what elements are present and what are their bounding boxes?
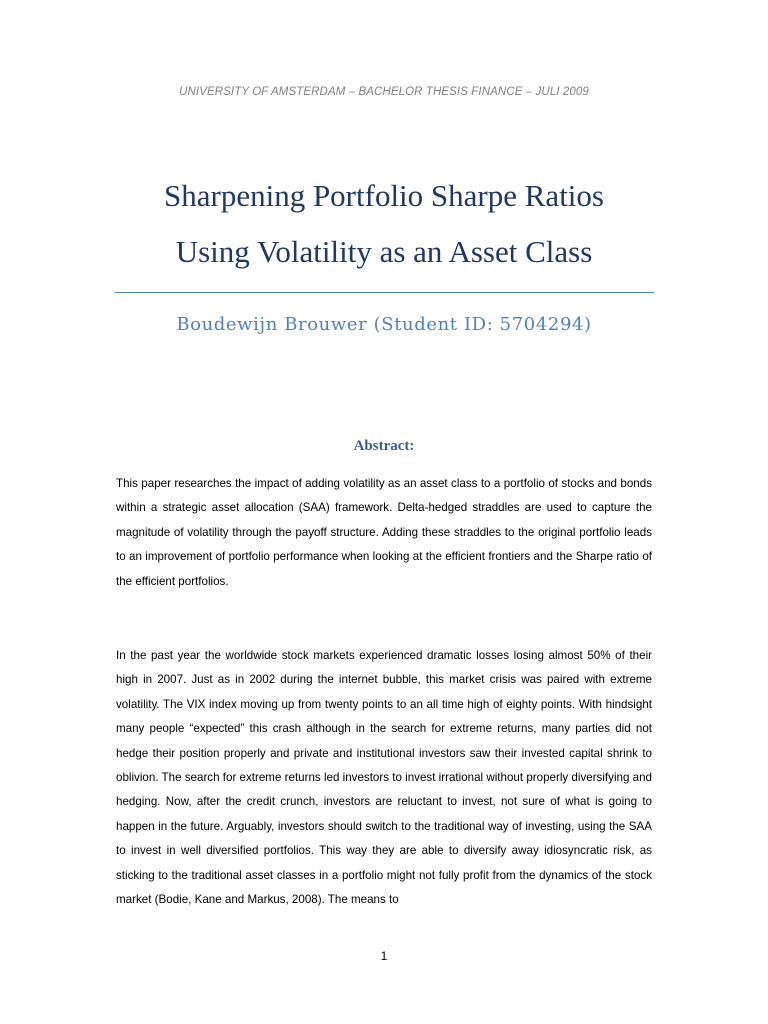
author-line: Boudewijn Brouwer (Student ID: 5704294) <box>176 314 592 335</box>
title-divider <box>115 292 654 293</box>
title-line-2: Using Volatility as an Asset Class <box>175 234 593 269</box>
abstract-paragraph: This paper researches the impact of adding volatility as an asset class to a portfolio of stocks and bonds within a strategic asset allocation (SAA) framework. Delta-hedged straddles are used to capture the magnitude of volatility through the payoff structure. Adding these straddles to the original portfolio leads to an improvement of portfolio performance when looking at the efficient frontiers and the Sharpe ratio of the efficient portfolios. <box>116 477 652 588</box>
running-header: UNIVERSITY OF AMSTERDAM – BACHELOR THESIS FINANCE – JULI 2009 <box>179 86 589 98</box>
title-line-1: Sharpening Portfolio Sharpe Ratios <box>164 178 604 213</box>
page-number: 1 <box>380 949 388 963</box>
body-paragraph: In the past year the worldwide stock markets experienced dramatic losses losing almost 50% of their high in 2007. Just as in 2002 during the internet bubble, this market crisis was paired with extreme volatility. The VIX index moving up from twenty points to an all time high of eighty points. With hindsight many people “expected” this crash although in the search for extreme returns, many parties did not hedge their position properly and private and institutional investors saw their invested capital shrink to oblivion. The search for extreme returns led investors to invest irrational without properly diversifying and hedging. Now, after the credit crunch, investors are reluctant to invest, not sure of what is going to happen in the future. Arguably, investors should switch to the traditional way of investing, using the SAA to invest in well diversified portfolios. This way they are able to diversify away idiosyncratic risk, as sticking to the traditional asset classes in a portfolio might not fully profit from the dynamics of the stock market (Bodie, Kane and Markus, 2008). The means to <box>116 649 652 907</box>
abstract-heading: Abstract: <box>353 438 415 454</box>
